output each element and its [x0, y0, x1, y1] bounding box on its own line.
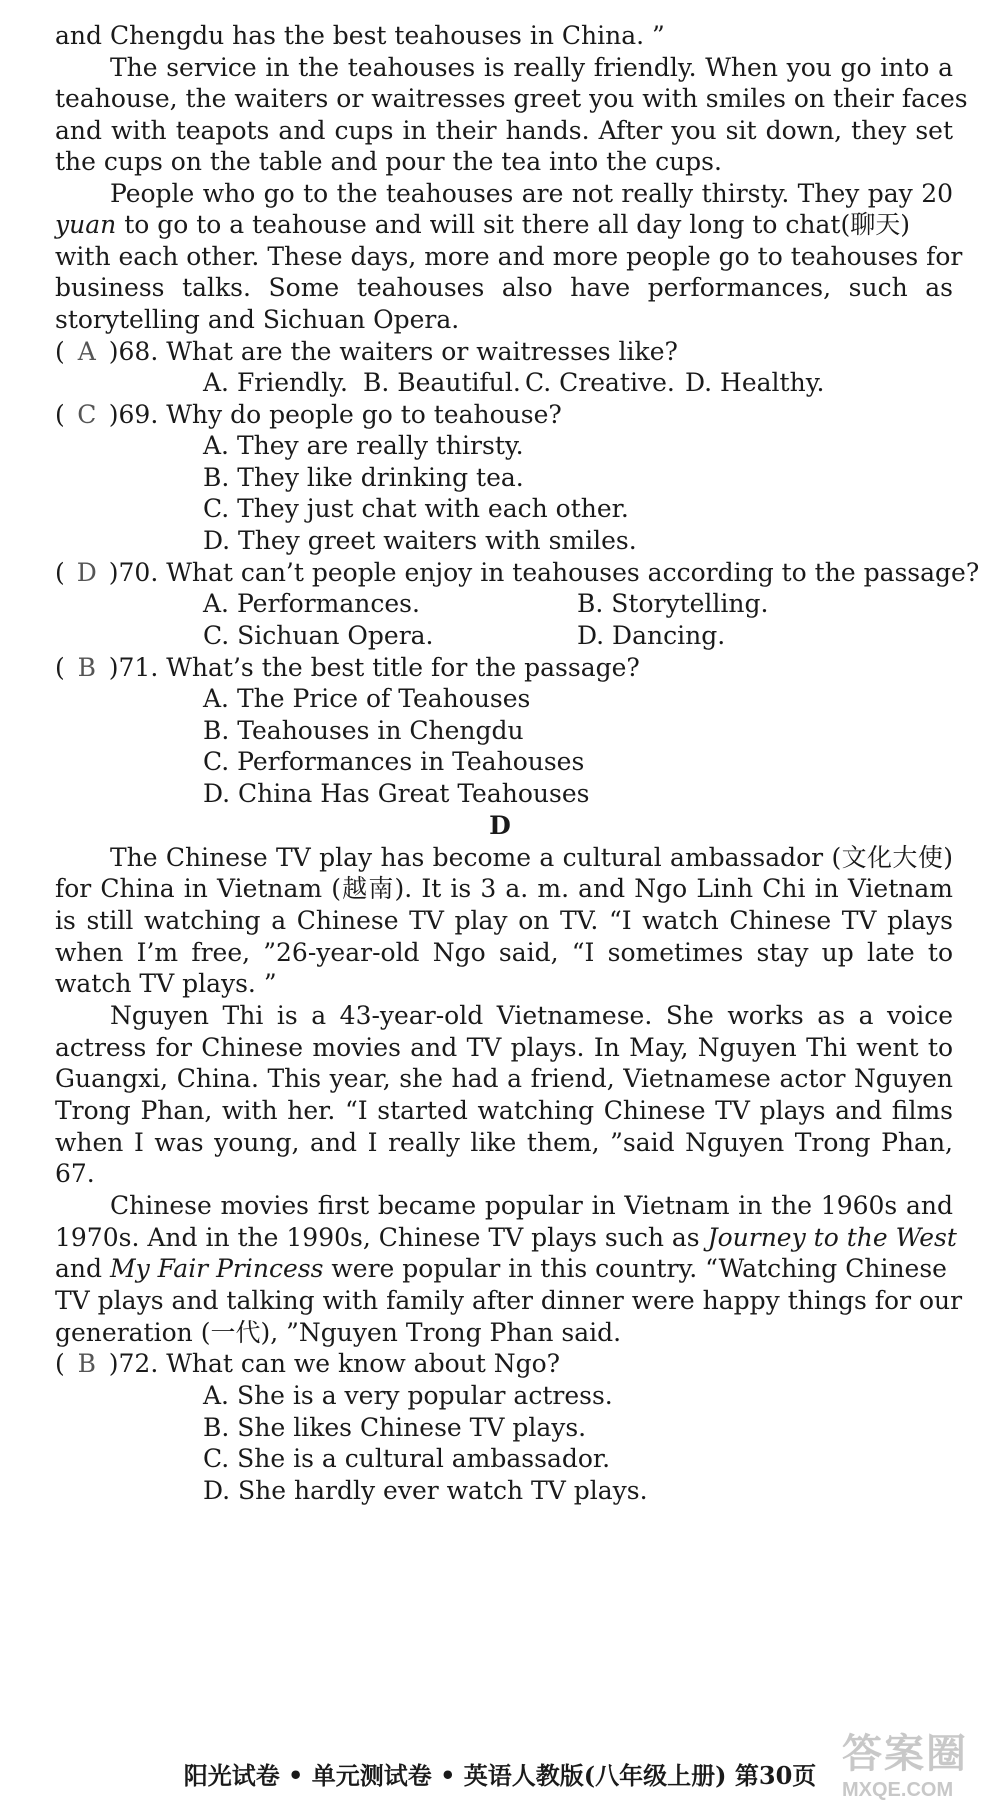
question-68-options [203, 365, 1000, 401]
passage-line: 1970s. And in the 1990s, Chinese TV plays such as Journey to the West [55, 1223, 957, 1252]
option: A. The Price of Teahouses [203, 684, 531, 713]
italic-title: Journey to the West [707, 1223, 957, 1252]
passage-line: The Chinese TV play has become a cultural ambassador (文化大使) [110, 843, 953, 872]
passage-line: business talks. Some teahouses also have performances, such as [55, 273, 953, 302]
option: C. They just chat with each other. [203, 494, 629, 523]
question-71: ( B )71. What’s the best title for the passage? [55, 650, 953, 686]
option: D. She hardly ever watch TV plays. [203, 1476, 648, 1505]
option: C. She is a cultural ambassador. [203, 1444, 611, 1473]
italic-yuan: yuan [55, 210, 117, 239]
question-text: What can we know about Ngo? [166, 1349, 561, 1378]
answer-mark: B [77, 653, 96, 682]
passage-line: teahouse, the waiters or waitresses greet you with smiles on their faces [55, 84, 968, 113]
passage-line: actress for Chinese movies and TV plays. In May, Nguyen Thi went to [55, 1033, 953, 1062]
passage-line: for China in Vietnam (越南). It is 3 a. m. and Ngo Linh Chi in Vietnam [55, 874, 953, 903]
passage-line: 67. [55, 1159, 95, 1188]
passage-line: and with teapots and cups in their hands. After you sit down, they set [55, 116, 953, 145]
passage-line: when I was young, and I really like them, ”said Nguyen Trong Phan, [55, 1128, 953, 1157]
answer-mark: B [77, 1349, 96, 1378]
answer-mark: C [77, 400, 97, 429]
option: C. Performances in Teahouses [203, 747, 585, 776]
passage-line: yuan to go to a teahouse and will sit there all day long to chat(聊天) [55, 210, 910, 239]
passage-line: storytelling and Sichuan Opera. [55, 305, 460, 334]
passage-line: Guangxi, China. This year, she had a friend, Vietnamese actor Nguyen [55, 1064, 953, 1093]
option: B. Storytelling. [577, 589, 769, 618]
option: D. Healthy. [685, 368, 825, 397]
option: D. China Has Great Teahouses [203, 779, 590, 808]
option: B. Teahouses in Chengdu [203, 716, 524, 745]
section-heading: D [489, 811, 511, 840]
passage-line: when I’m free, ”26-year-old Ngo said, “I sometimes stay up late to [55, 938, 953, 967]
question-text: What can’t people enjoy in teahouses according to the passage? [166, 558, 980, 587]
passage-line: The service in the teahouses is really friendly. When you go into a [110, 53, 953, 82]
question-text: Why do people go to teahouse? [166, 400, 562, 429]
question-text: What are the waiters or waitresses like? [166, 337, 678, 366]
passage-line: Chinese movies first became popular in Vietnam in the 1960s and [110, 1191, 953, 1220]
question-text: What’s the best title for the passage? [166, 653, 640, 682]
option: A. Friendly. [203, 368, 348, 397]
answer-mark: D [76, 558, 97, 587]
option: B. Beautiful. [363, 368, 521, 397]
passage-line: and Chengdu has the best teahouses in China. ” [55, 21, 665, 50]
option: A. She is a very popular actress. [203, 1381, 613, 1410]
option: C. Sichuan Opera. [203, 621, 434, 650]
passage-line: TV plays and talking with family after dinner were happy things for our [55, 1286, 963, 1315]
watermark-logo [842, 1722, 982, 1802]
watermark-url: MXQE.COM [842, 1779, 954, 1801]
passage-line: is still watching a Chinese TV play on TV. “I watch Chinese TV plays [55, 906, 953, 935]
option: A. They are really thirsty. [203, 431, 524, 460]
question-72: ( B )72. What can we know about Ngo? [55, 1346, 953, 1382]
question-70-options [203, 586, 1000, 622]
passage-line: with each other. These days, more and more people go to teahouses for [55, 242, 963, 271]
option: B. They like drinking tea. [203, 463, 524, 492]
italic-title: My Fair Princess [109, 1254, 324, 1283]
watermark-text: 答案圈 [842, 1732, 968, 1776]
answer-mark: A [77, 337, 96, 366]
option: C. Creative. [525, 368, 675, 397]
passage-line: the cups on the table and pour the tea into the cups. [55, 147, 722, 176]
passage-line: Trong Phan, with her. “I started watching Chinese TV plays and films [55, 1096, 953, 1125]
option: A. Performances. [203, 589, 420, 618]
passage-line: Nguyen Thi is a 43-year-old Vietnamese. She works as a voice [110, 1001, 953, 1030]
question-70-options [203, 618, 1000, 654]
option: D. Dancing. [577, 621, 726, 650]
question-69: ( C )69. Why do people go to teahouse? [55, 397, 953, 433]
passage-line: and My Fair Princess were popular in this country. “Watching Chinese [55, 1254, 947, 1283]
page-footer: 阳光试卷 • 单元测试卷 • 英语人教版(八年级上册) 第30页 [183, 1761, 817, 1790]
question-70: ( D )70. What can’t people enjoy in teahouses according to the passage? [55, 555, 953, 591]
option: B. She likes Chinese TV plays. [203, 1413, 587, 1442]
passage-line: generation (一代), ”Nguyen Trong Phan said. [55, 1318, 622, 1347]
option: D. They greet waiters with smiles. [203, 526, 637, 555]
passage-line: watch TV plays. ” [55, 969, 277, 998]
passage-line: People who go to the teahouses are not really thirsty. They pay 20 [110, 179, 953, 208]
question-68: ( A )68. What are the waiters or waitresses like? [55, 334, 953, 370]
